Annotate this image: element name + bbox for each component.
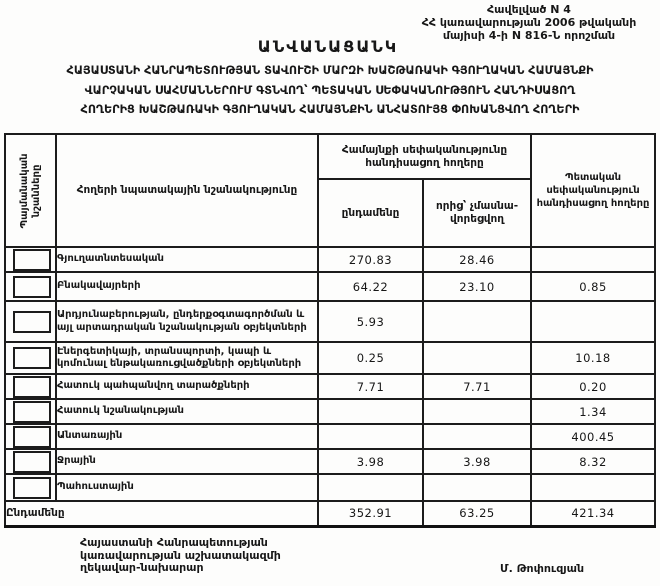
state-lands-value: 8.32 bbox=[531, 449, 655, 474]
non-privatized-value bbox=[423, 399, 531, 424]
issuer-line: կառավարության աշխատակազմի bbox=[80, 548, 281, 562]
state-lands-value: 0.85 bbox=[531, 272, 655, 301]
map-symbol-box bbox=[13, 376, 51, 398]
land-category-label: Անտառային bbox=[56, 424, 318, 449]
subtitle-line: ՎԱՐՉԱԿԱՆ ՍԱՀՄԱՆՆԵՐՈՒՄ ԳՏՆՎՈՂ՝ ՊԵՏԱԿԱՆ ՍԵՓԱԿԱՆՈՒԹՅՈՒՆ ՀԱՆԴԻՍԱՑՈՂ bbox=[84, 83, 576, 97]
table-row bbox=[5, 449, 655, 474]
signs-column-header: Պայմանական նշանները bbox=[18, 153, 42, 228]
table-row bbox=[5, 301, 655, 342]
non-privatized-value: 7.71 bbox=[423, 374, 531, 399]
table-row bbox=[5, 374, 655, 399]
land-category-label: Հատուկ նշանակության bbox=[56, 399, 318, 424]
total-row bbox=[5, 501, 655, 526]
state-lands-value bbox=[531, 247, 655, 272]
document-title: ԱՆՎԱՆԱՑԱՆԿ bbox=[257, 37, 399, 56]
issuer-line: Հայաստանի Հանրապետության bbox=[80, 536, 268, 549]
map-symbol-box bbox=[13, 276, 51, 298]
land-category-label: Արդյունաբերության, ընդերքօգտագործման և այլ արտադրական նշանակության օբյեկտների bbox=[56, 301, 318, 342]
community-total-value: 5.93 bbox=[318, 301, 423, 342]
community-total-value: 0.25 bbox=[318, 342, 423, 374]
issuer-title bbox=[80, 537, 281, 575]
community-total-value bbox=[318, 474, 423, 501]
non-privatized-value bbox=[423, 301, 531, 342]
map-symbol-box bbox=[13, 249, 51, 271]
document-subtitle bbox=[8, 61, 652, 120]
community-total-value: 270.83 bbox=[318, 247, 423, 272]
total-state-value: 421.34 bbox=[531, 501, 655, 526]
signs-column-header-cell bbox=[5, 134, 56, 247]
total-label: Ընդամենը bbox=[5, 501, 318, 526]
non-privatized-value: 23.10 bbox=[423, 272, 531, 301]
state-lands-value: 1.34 bbox=[531, 399, 655, 424]
community-total-value: 7.71 bbox=[318, 374, 423, 399]
subtitle-line: ՀԱՅԱՍՏԱՆԻ ՀԱՆՐԱՊԵՏՈՒԹՅԱՆ ՏԱՎՈՒՇԻ ՄԱՐԶԻ ԽԱՇԹԱՌԱԿԻ ԳՅՈՒՂԱԿԱՆ ՀԱՄԱՅՆՔԻ bbox=[66, 64, 594, 77]
state-lands-value bbox=[531, 474, 655, 501]
map-symbol-box bbox=[13, 477, 51, 499]
state-lands-value: 10.18 bbox=[531, 342, 655, 374]
subtitle-line: ՀՈՂԵՐԻՑ ԽԱՇԹԱՌԱԿԻ ԳՅՈՒՂԱԿԱՆ ՀԱՄԱՅՆՔԻՆ ԱՆՀԱՏՈՒՅՑ ՓՈԽԱՆՑՎՈՂ ՀՈՂԵՐԻ bbox=[80, 103, 580, 116]
land-transfer-table bbox=[4, 133, 656, 528]
map-symbol-box bbox=[13, 347, 51, 369]
map-symbol-box bbox=[13, 311, 51, 333]
table-row bbox=[5, 424, 655, 449]
total-community-value: 352.91 bbox=[318, 501, 423, 526]
table-row bbox=[5, 474, 655, 501]
non-privatized-column-header: որից՝ չմասնա-վորեցվող bbox=[423, 179, 531, 247]
state-lands-value: 0.20 bbox=[531, 374, 655, 399]
land-category-label: Պահուստային bbox=[56, 474, 318, 501]
table-row bbox=[5, 247, 655, 272]
community-lands-group-header: Համայնքի սեփականությունը հանդիսացող հողերը bbox=[318, 134, 531, 179]
non-privatized-value: 28.46 bbox=[423, 247, 531, 272]
appendix-line: մայիսի 4-ի N 816-Ն որոշման bbox=[442, 29, 616, 42]
map-symbol-box bbox=[13, 451, 51, 473]
map-symbol-box bbox=[13, 401, 51, 423]
land-category-label: Հատուկ պահպանվող տարածքների bbox=[56, 374, 318, 399]
non-privatized-value bbox=[423, 342, 531, 374]
signatory-name: Մ. Թոփուզյան bbox=[500, 562, 585, 575]
community-total-value: 3.98 bbox=[318, 449, 423, 474]
land-category-label: Գյուղատնտեսական bbox=[56, 247, 318, 272]
state-lands-column-header: Պետական սեփականություն հանդիսացող հողերը bbox=[531, 134, 655, 247]
non-privatized-value: 3.98 bbox=[423, 449, 531, 474]
land-category-label: Բնակավայրերի bbox=[56, 272, 318, 301]
community-total-value bbox=[318, 424, 423, 449]
map-symbol-box bbox=[13, 426, 51, 448]
non-privatized-value bbox=[423, 474, 531, 501]
non-privatized-value bbox=[423, 424, 531, 449]
table-row bbox=[5, 342, 655, 374]
designation-column-header: Հողերի նպատակային նշանակությունը bbox=[56, 134, 318, 247]
appendix-line: Հավելված N 4 bbox=[487, 3, 571, 16]
issuer-line: ղեկավար-նախարար bbox=[80, 561, 204, 574]
state-lands-value bbox=[531, 301, 655, 342]
land-category-label: Էներգետիկայի, տրանսպորտի, կապի և կոմունալ ենթակառուցվածքների օբյեկտների bbox=[56, 342, 318, 374]
total-non-privatized-value: 63.25 bbox=[423, 501, 531, 526]
table-row bbox=[5, 399, 655, 424]
community-total-column-header: ընդամենը bbox=[318, 179, 423, 247]
appendix-line: ՀՀ կառավարության 2006 թվականի bbox=[421, 16, 637, 29]
table-row bbox=[5, 272, 655, 301]
community-total-value: 64.22 bbox=[318, 272, 423, 301]
community-total-value bbox=[318, 399, 423, 424]
state-lands-value: 400.45 bbox=[531, 424, 655, 449]
land-category-label: Ջրային bbox=[56, 449, 318, 474]
